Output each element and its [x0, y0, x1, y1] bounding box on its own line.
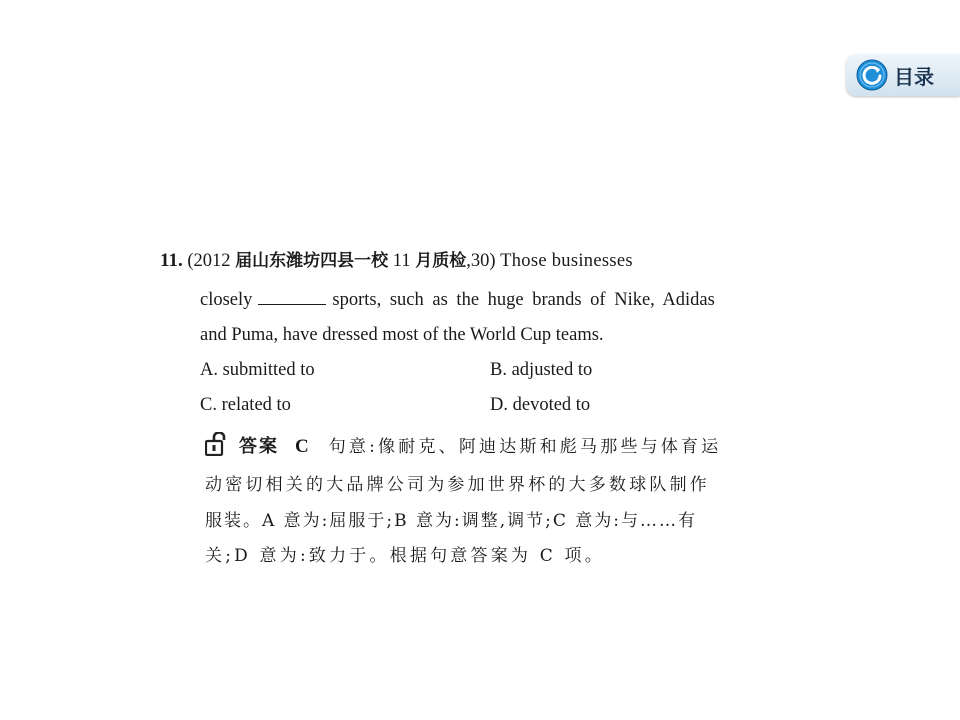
stem-line-1: Those businesses	[500, 251, 633, 271]
explanation-line-2: 动密切相关的大品牌公司为参加世界杯的大多数球队制作	[205, 475, 710, 495]
answer-blank	[258, 290, 326, 305]
refresh-circle-icon	[856, 59, 888, 91]
source-month: 11	[392, 251, 411, 271]
option-c: C. related to	[200, 395, 291, 415]
answer-line-1	[205, 432, 721, 458]
option-a: A. submitted to	[200, 360, 315, 380]
stem-line-3: and Puma, have dressed most of the World Cup teams.	[200, 325, 604, 345]
source-exam: 月质检	[415, 251, 467, 271]
source-close: ,30)	[466, 251, 496, 271]
option-d: D. devoted to	[490, 395, 591, 415]
question-number: 11.	[160, 250, 183, 271]
stem-line-2-end: sports, such as the huge brands of Nike, Adidas	[332, 290, 715, 310]
answer-key: C	[295, 436, 309, 457]
unlocked-padlock-icon	[205, 432, 231, 456]
source-open: (2012	[187, 251, 231, 271]
stem-line-2-start: closely	[200, 290, 253, 310]
question-line-3	[200, 325, 604, 346]
option-b: B. adjusted to	[490, 360, 593, 380]
explanation-line-3: 服装。A 意为:屈服于;B 意为:调整,调节;C 意为:与……有	[205, 511, 698, 531]
toc-button[interactable]	[846, 54, 960, 96]
explanation-line-4: 关;D 意为:致力于。根据句意答案为 C 项。	[205, 546, 605, 566]
toc-label: 目录	[894, 64, 934, 89]
answer-heading: 答案	[239, 436, 279, 457]
question-line-1	[160, 246, 633, 272]
explanation-line-1: 句意:像耐克、阿迪达斯和彪马那些与体育运	[328, 437, 722, 457]
source-school: 届山东潍坊四县一校	[235, 251, 389, 271]
question-line-2	[200, 290, 715, 311]
